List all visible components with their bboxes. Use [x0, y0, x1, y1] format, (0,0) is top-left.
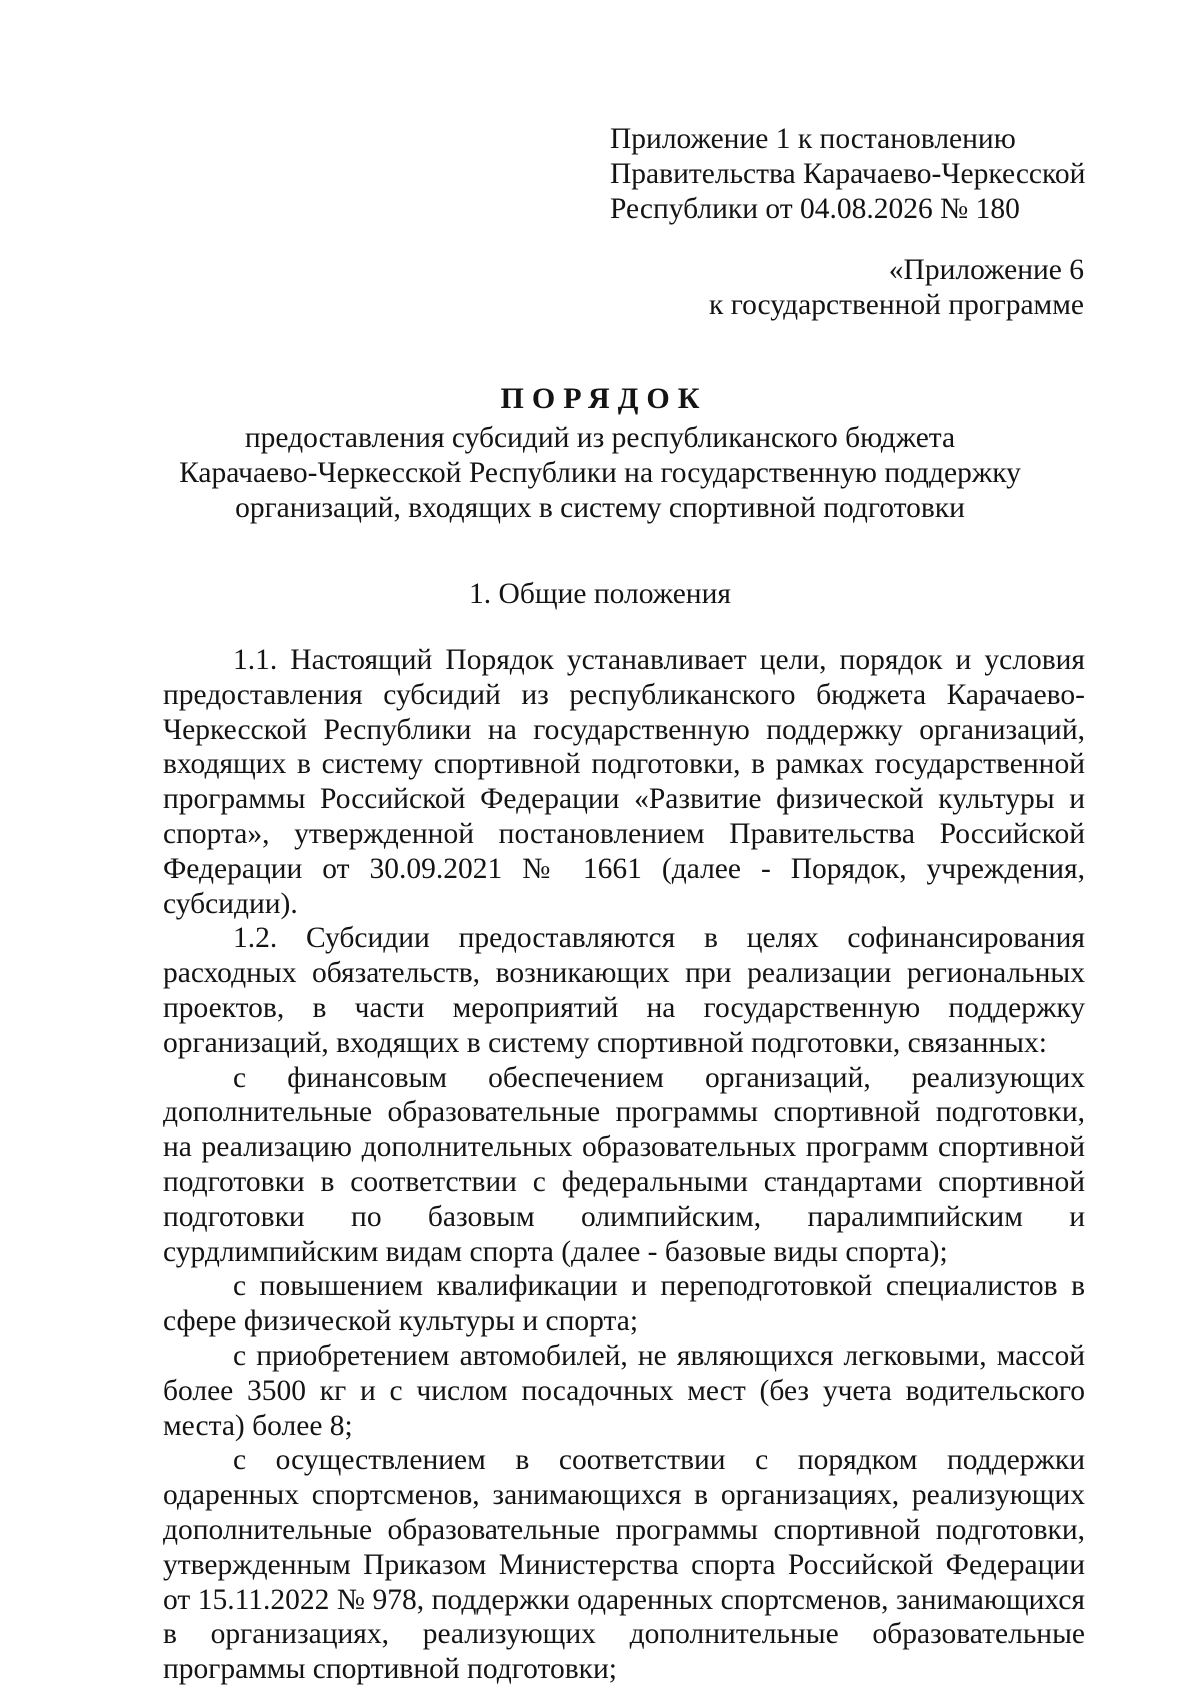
paragraph: 1.1. Настоящий Порядок устанавливает цели, порядок и условия предоставления субсидий из республиканского бюджета Карачаево-Черкесской Республики на государственную поддержку организаций, входящих в систему спортивной подготовки, в рамках государственной программы Российской Федерации «Развитие физической культуры и спорта», утвержденной постановлением Правительства Российской Федерации от 30.09.2021 № 1661 (далее - Порядок, учреждения, субсидии).	[163, 644, 1085, 920]
appendix-reference	[610, 122, 1130, 226]
subtitle-line: предоставления субсидий из республиканского бюджета	[244, 421, 956, 454]
quoted-appendix-reference	[564, 253, 1084, 323]
quoted-appendix-line: к государственной программе	[709, 288, 1084, 321]
title-block	[150, 382, 1050, 526]
subtitle-line: организаций, входящих в систему спортивной подготовки	[235, 491, 965, 524]
paragraph: с приобретением автомобилей, не являющихся легковыми, массой более 3500 кг и с числом посадочных мест (без учета водительского места) более 8;	[163, 1339, 1085, 1442]
section-body	[163, 643, 1085, 1687]
paragraph: с повышением квалификации и переподготовкой специалистов в сфере физической культуры и спорта;	[163, 1270, 1085, 1338]
paragraph: 1.2. Субсидии предоставляются в целях софинансирования расходных обязательств, возникающих при реализации региональных проектов, в части мероприятий на государственную поддержку организаций, входящих в систему спортивной подготовки, связанных:	[163, 922, 1085, 1059]
paragraph: с финансовым обеспечением организаций, реализующих дополнительные образовательные программы спортивной подготовки, на реализацию дополнительных образовательных программ спортивной подготовки в соответствии с федеральными стандартами спортивной подготовки по базовым олимпийским, паралимпийским и сурдлимпийским видам спорта (далее - базовые виды спорта);	[163, 1061, 1085, 1268]
document-title: ПОРЯДОК	[500, 382, 708, 415]
subtitle-line: Карачаево-Черкесской Республики на государственную поддержку	[179, 456, 1021, 489]
section-heading: 1. Общие положения	[469, 578, 731, 610]
appendix-line: Республики от 04.08.2026 № 180	[610, 192, 1020, 225]
appendix-line: Правительства Карачаево-Черкесской	[610, 157, 1086, 190]
document-subtitle	[150, 421, 1050, 526]
paragraph: с осуществлением в соответствии с порядком поддержки одаренных спортсменов, занимающихся в организациях, реализующих дополнительные образовательные программы спортивной подготовки, утвержденным Приказом Министерства спорта Российской Федерации от 15.11.2022 № 978, поддержки одаренных спортсменов, занимающихся в организациях, реализующих дополнительные образовательные программы спортивной подготовки;	[163, 1444, 1085, 1686]
quoted-appendix-line: «Приложение 6	[888, 254, 1084, 286]
appendix-line: Приложение 1 к постановлению	[610, 123, 1016, 155]
